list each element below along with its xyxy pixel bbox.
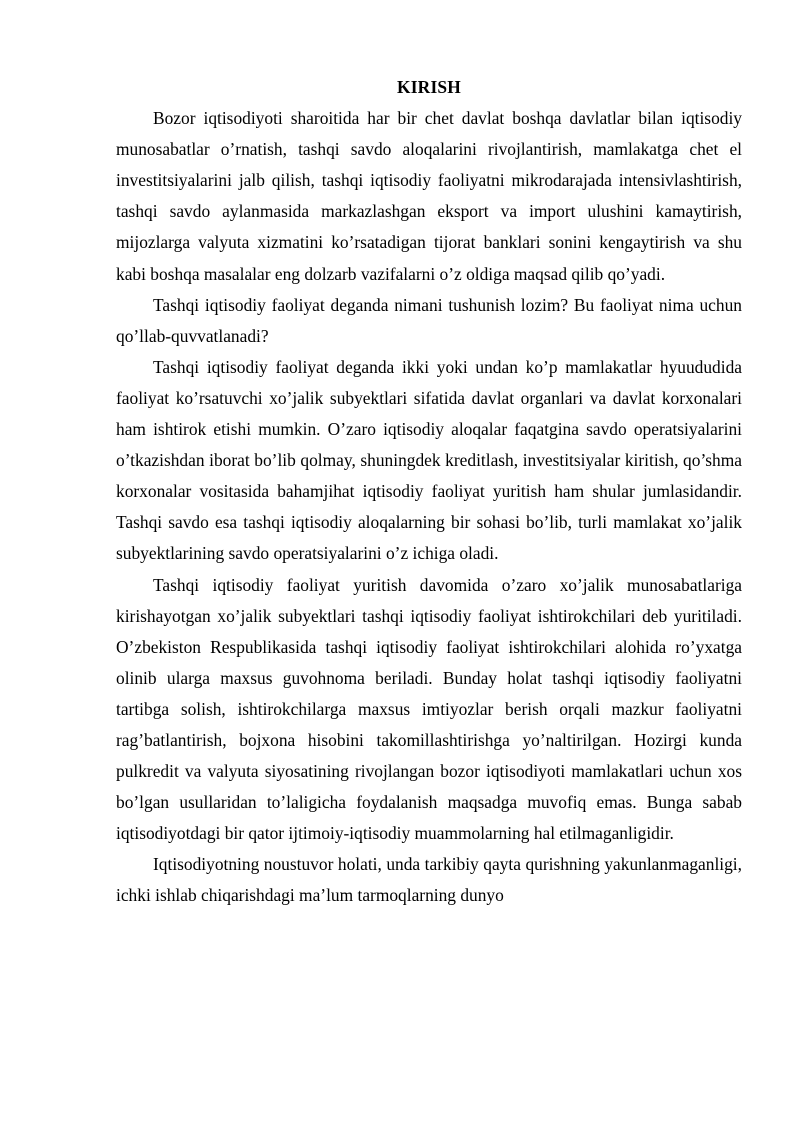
paragraph-5: Iqtisodiyotning noustuvor holati, unda tarkibiy qayta qurishning yakunlanmaganligi, ichki ishlab chiqarishdagi ma’lum tarmoqlarning dunyo xyxy=(116,854,742,906)
paragraph-1: Bozor iqtisodiyoti sharoitida har bir chet davlat boshqa davlatlar bilan iqtisodiy munosabatlar o’rnatish, tashqi savdo aloqalarini rivojlantirish, mamlakatga chet el investitsiyalarini jalb qilish, tashqi iqtisodiy faoliyatni mikrodarajada intensivlashtirish, tashqi savdo aylanmasida markazlashgan eksport va import ulushini kamaytirish, mijozlarga valyuta xizmatini ko’rsatadigan tijorat banklari sonini kengaytirish va shu kabi boshqa masalalar eng dolzarb vazifalarni o’z oldiga maqsad qilib qo’yadi. xyxy=(116,108,742,284)
document-body xyxy=(116,72,742,912)
paragraph-4: Tashqi iqtisodiy faoliyat yuritish davomida o’zaro xo’jalik munosabatlariga kirishayotgan xo’jalik subyektlari tashqi iqtisodiy faoliyat ishtirokchilari deb yuritiladi. O’zbekiston Respublikasida tashqi iqtisodiy faoliyat ishtirokchilari alohida ro’yxatga olinib ularga maxsus guvohnoma beriladi. Bunday holat tashqi iqtisodiy faoliyatni tartibga solish, ishtirokchilarga maxsus imtiyozlar berish orqali mazkur faoliyatni rag’batlantirish, bojxona hisobini takomillashtirishga yo’naltirilgan. Hozirgi kunda pulkredit va valyuta siyosatining rivojlangan bozor iqtisodiyoti mamlakatlari uchun xos bo’lgan usullaridan to’laligicha foydalanish maqsadga muvofiq emas. Bunga sabab iqtisodiyotdagi bir qator ijtimoiy-iqtisodiy muammolarning hal etilmaganligidir. xyxy=(116,574,742,844)
paragraph-2: Tashqi iqtisodiy faoliyat deganda nimani tushunish lozim? Bu faoliyat nima uchun qo’llab-quvvatlanadi? xyxy=(116,294,742,346)
paragraph-3: Tashqi iqtisodiy faoliyat deganda ikki yoki undan ko’p mamlakatlar hyuududida faoliyat ko’rsatuvchi xo’jalik subyektlari sifatida davlat organlari va davlat korxonalari ham ishtirok etishi mumkin. O’zaro iqtisodiy aloqalar faqatgina savdo operatsiyalarini o’tkazishdan iborat bo’lib qolmay, shuningdek kreditlash, investitsiyalar kiritish, qo’shma korxonalar vositasida bahamjihat iqtisodiy faoliyat yuritish ham shular jumlasidandir. Tashqi savdo esa tashqi iqtisodiy aloqalarning bir sohasi bo’lib, turli mamlakat xo’jalik subyektlarining savdo operatsiyalarini o’z ichiga oladi. xyxy=(116,356,742,564)
page-title: KIRISH xyxy=(396,77,462,97)
